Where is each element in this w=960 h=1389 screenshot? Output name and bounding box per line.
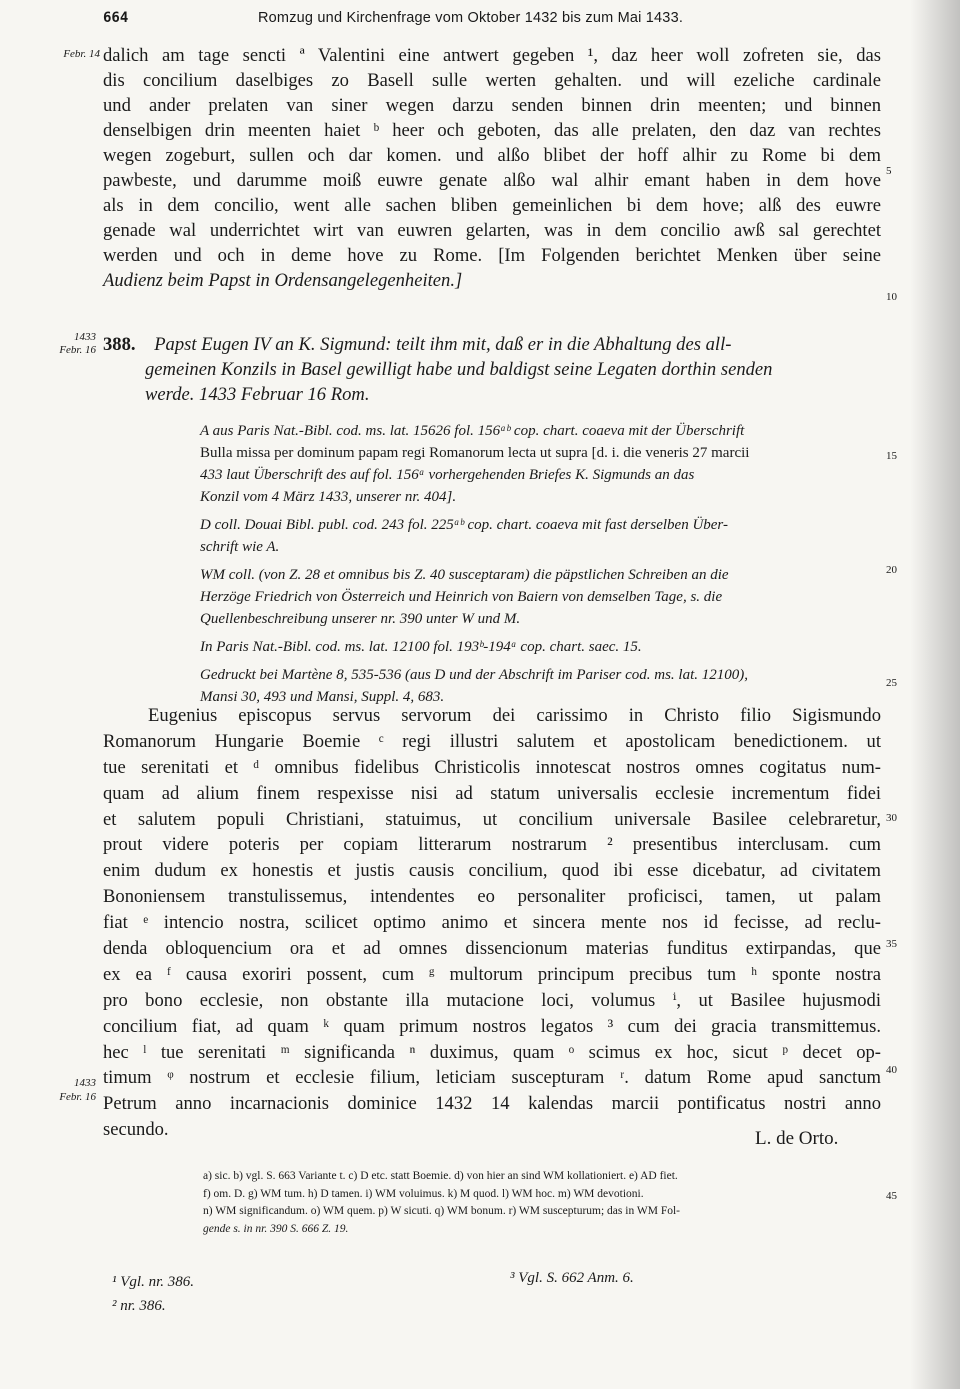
source-line: WM coll. (von Z. 28 et omnibus bis Z. 40 susceptaram) die päpstlichen Schreiben an die — [200, 567, 729, 583]
page-header — [103, 10, 883, 34]
text-line: secundo. — [103, 1119, 169, 1141]
running-title: Romzug und Kirchenfrage vom Oktober 1432 bis zum Mai 1433. — [258, 10, 684, 26]
text-line: concilium fiat, ad quam ᵏ quam primum nostros legatos ³ cum dei gracia transmittemus. — [103, 1015, 881, 1037]
text-line: Romanorum Hungarie Boemie ᶜ regi illustri salutem et apostolicam benedictionem. ut — [103, 730, 881, 752]
text-line: Petrum anno incarnacionis dominice 1432 14 kalendas marcii pontificatus nostri anno — [103, 1093, 881, 1115]
source-line: 433 laut Überschrift des auf fol. 156ᵃ vorhergehenden Briefes K. Sigmunds an das — [200, 467, 695, 483]
source-line: Gedruckt bei Martène 8, 535-536 (aus D und der Abschrift im Pariser cod. ms. lat. 12100), — [200, 667, 748, 683]
text-line: Eugenius episcopus servus servorum dei carissimo in Christo filio Sigismundo — [148, 705, 881, 726]
page-number: 664 — [103, 10, 129, 26]
source-line: D coll. Douai Bibl. publ. cod. 243 fol. 225ᵃᵇ cop. chart. coaeva mit fast derselben Über- — [200, 517, 728, 533]
line-number-10: 10 — [886, 291, 897, 303]
margin-end-month: Febr. 16 — [59, 1091, 96, 1103]
source-entry — [200, 420, 882, 508]
heading-line: Papst Eugen IV an K. Sigmund: teilt ihm mit, daß er in die Abhaltung des all- — [154, 334, 732, 355]
text-line: genade wal underrichtet wirt van euwren gelarten, was in dem concilio awß sal gerechtet — [103, 220, 881, 241]
line-number-30: 30 — [886, 812, 897, 824]
margin-doc-year: 1433 — [74, 331, 96, 343]
text-line: werden und och in deme hove zu Rome. [Im Folgenden berichtet Menken über seine — [103, 245, 881, 266]
text-line: prout videre poteris per copiam litterarum nostrarum ² presentibus interclusam. cum — [103, 834, 881, 856]
line-number-45: 45 — [886, 1190, 897, 1202]
text-line: denselbigen drin meenten haiet ᵇ heer och geboten, das alle prelaten, den daz van rechtes — [103, 120, 881, 141]
text-line: dalich am tage sencti ª Valentini eine antwert gegeben ¹, daz heer woll zofreten sie, das — [103, 45, 881, 66]
document-number: 388. — [103, 334, 136, 355]
signature: L. de Orto. — [755, 1128, 839, 1149]
margin-end-year: 1433 — [74, 1077, 96, 1089]
text-line: Bononiensem transtulissemus, intendentes eo personaliter proficisci, tamen, ut palam — [103, 886, 881, 908]
line-number-15: 15 — [886, 450, 897, 462]
line-number-5: 5 — [886, 165, 892, 177]
heading-line: gemeinen Konzils in Basel gewilligt habe und baldigst seine Legaten dorthin senden — [145, 359, 773, 380]
document-heading — [103, 332, 883, 407]
margin-date-top: Febr. 14 — [63, 48, 100, 60]
text-line: enim dudum ex honestis et justis causis concilium, quod ibi esse dicebatur, ad civitatem — [103, 860, 881, 882]
variant-line: n) WM significandum. o) WM quem. p) W sicuti. q) WM bonum. r) WM suscepturum; das in WM Fol- — [203, 1205, 680, 1217]
variant-line: a) sic. b) vgl. S. 663 Variante t. c) D etc. statt Boemie. d) von hier an sind WM kollationiert. e) AD fiet. — [203, 1170, 678, 1182]
variant-line: gende s. in nr. 390 S. 666 Z. 19. — [203, 1222, 349, 1235]
source-line: Quellenbeschreibung unserer nr. 390 unter W und M. — [200, 611, 521, 627]
source-line: schrift wie A. — [200, 539, 280, 555]
text-line: timum ᵠ nostrum et ecclesie filium, leticiam suscepturam ʳ. datum Rome apud sanctum — [103, 1067, 881, 1089]
source-entry — [200, 636, 882, 658]
margin-doc-month: Febr. 16 — [59, 344, 96, 356]
text-line: hec ˡ tue serenitati ᵐ significanda ⁿ duximus, quam ᵒ scimus ex hoc, sicut ᵖ decet op- — [103, 1041, 881, 1063]
footnotes-left — [112, 1270, 194, 1318]
source-line: In Paris Nat.-Bibl. cod. ms. lat. 12100 fol. 193ᵇ-194ᵃ cop. chart. saec. 15. — [200, 639, 642, 655]
source-apparatus — [200, 420, 882, 714]
source-line: Mansi 30, 493 und Mansi, Suppl. 4, 683. — [200, 689, 445, 705]
line-number-40: 40 — [886, 1064, 897, 1076]
footnote-3: ³ Vgl. S. 662 Anm. 6. — [510, 1270, 634, 1286]
text-line: et salutem populi Christiani, statuimus, ut concilium universale Basilee celebraretur, — [103, 808, 881, 830]
heading-line: werde. 1433 Februar 16 Rom. — [145, 384, 370, 405]
source-line: A aus Paris Nat.-Bibl. cod. ms. lat. 15626 fol. 156ᵃᵇ cop. chart. coaeva mit der Überschrift — [200, 423, 745, 439]
source-line: Bulla missa per dominum papam regi Romanorum lecta ut supra [d. i. die veneris 27 marcii — [200, 445, 750, 461]
text-line: dis concilium daselbiges zo Basell sulle werten gehalten. und will ezeliche cardinale — [103, 70, 881, 91]
text-line: denda obloquencium ora et ad omnes dissencionum materias funditus extirpandas, que — [103, 938, 881, 960]
line-number-20: 20 — [886, 564, 897, 576]
footnote-2: ² nr. 386. — [112, 1298, 166, 1314]
text-line: pro bono ecclesie, non obstante illa mutacione loci, volumus ⁱ, ut Basilee hujusmodi — [103, 989, 881, 1011]
text-line: pawbeste, und darumme moiß euwre genate alßo wal alhir emant haben in dem hove — [103, 170, 881, 191]
source-entry — [200, 664, 882, 708]
opening-paragraph — [103, 43, 881, 293]
text-line: wegen zogeburt, sullen och dar komen. und alßo blibet der hoff alhir zu Rome bi dem — [103, 145, 881, 166]
source-entry — [200, 514, 882, 558]
letter-text — [103, 703, 881, 1143]
variant-line: f) om. D. g) WM tum. h) D tamen. i) WM voluimus. k) M quod. l) WM hoc. m) WM devotioni. — [203, 1187, 644, 1200]
source-entry — [200, 564, 882, 630]
text-line: und ander prelaten van siner wegen darzu senden binnen drin meenten; und binnen — [103, 95, 881, 116]
line-number-25: 25 — [886, 677, 897, 689]
text-line: fiat ᵉ intencio nostra, scilicet optimo animo et sincera mente nos id fecisse, ad reclu- — [103, 912, 881, 934]
text-line: tue serenitati et ᵈ omnibus fidelibus Christicolis innotescat nostros omnes cogitatus num- — [103, 756, 881, 778]
text-line: ex ea ᶠ causa exoriri possent, cum ᵍ multorum principum precibus tum ʰ sponte nostra — [103, 963, 881, 985]
footnote-1: ¹ Vgl. nr. 386. — [112, 1274, 195, 1290]
variant-apparatus — [203, 1168, 883, 1238]
line-number-35: 35 — [886, 938, 897, 950]
text-line: Audienz beim Papst in Ordensangelegenheiten.] — [103, 270, 463, 291]
text-line: quam ad alium finem respexisse nisi ad statum universalis ecclesie incrementum fidei — [103, 782, 881, 804]
source-line: Konzil vom 4 März 1433, unserer nr. 404]. — [200, 489, 457, 505]
page-edge-shadow — [910, 0, 960, 1389]
source-line: Herzöge Friedrich von Österreich und Heinrich von Baiern von demselben Tage, s. die — [200, 589, 723, 605]
text-line: als in dem concilio, went alle sachen bliben gemeinlichen bi dem hove; alß des euwre — [103, 195, 881, 216]
